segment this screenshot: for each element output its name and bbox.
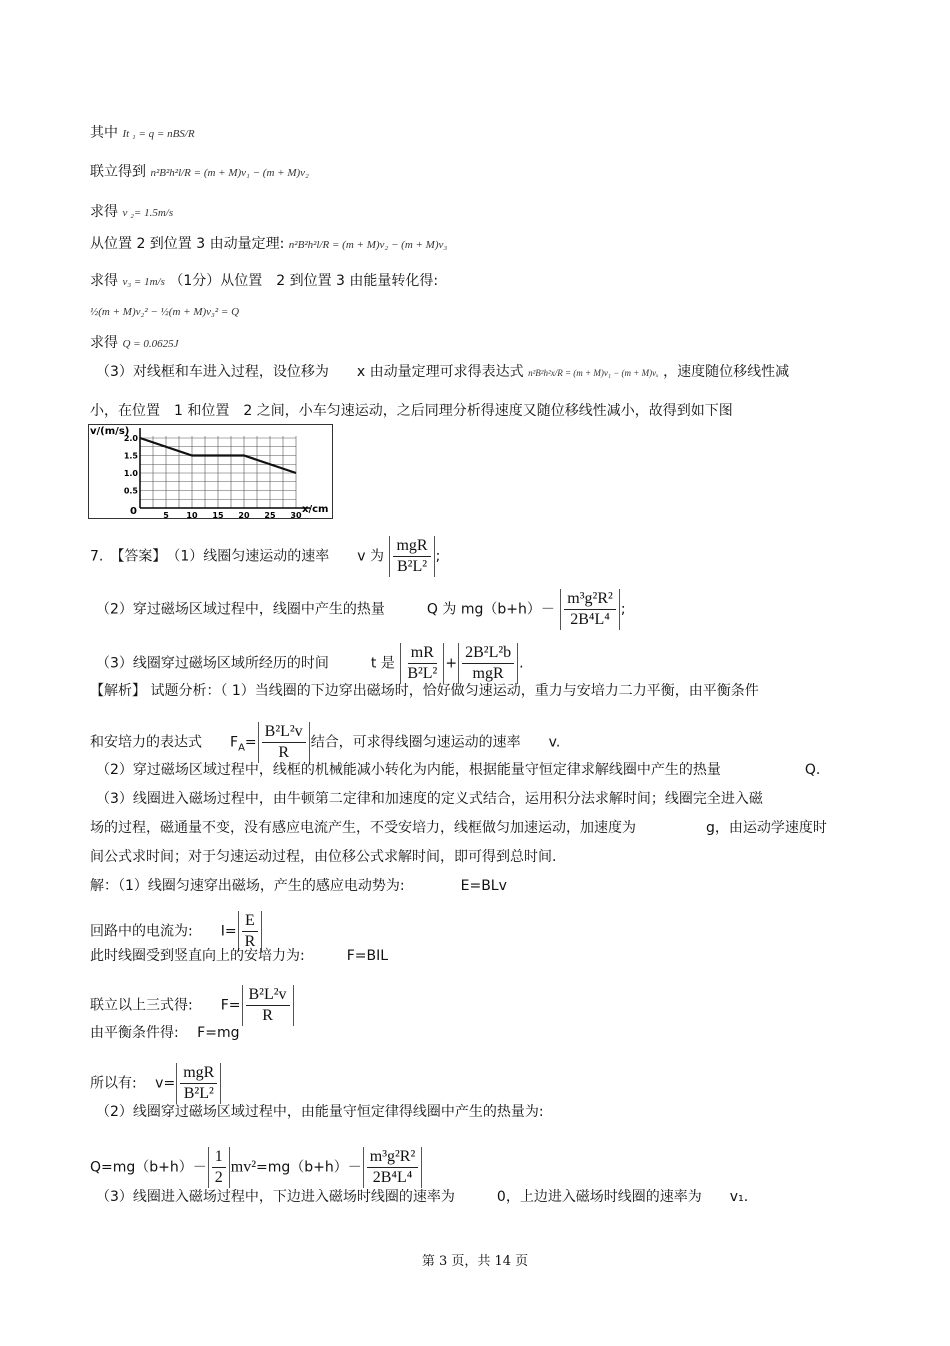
denominator: 2B⁴L⁴ bbox=[570, 611, 610, 628]
line-solution-part2 bbox=[96, 1103, 544, 1121]
text: 联立得到 bbox=[90, 164, 146, 180]
text: + bbox=[445, 655, 458, 672]
line-analysis-2 bbox=[90, 722, 560, 763]
numerator: B²L²v bbox=[262, 722, 306, 743]
line-part3-cont bbox=[90, 402, 733, 420]
text: 和安培力的表达式 F bbox=[90, 734, 239, 751]
line-solution-balance bbox=[90, 1024, 239, 1042]
numerator: 2B²L²b bbox=[462, 643, 514, 664]
line-energy-eq bbox=[90, 302, 239, 321]
text: ; bbox=[620, 601, 626, 618]
text: （2）穿过磁场区域过程中，线框的机械能减小转化为内能，根据能量守恒定律求解线圈中产生的热量 Q. bbox=[96, 762, 821, 778]
denominator: R bbox=[244, 933, 256, 950]
text: （3）对线框和车进入过程，设位移为 x 由动量定理可求得表达式 bbox=[96, 364, 524, 380]
chart-origin-label: 0 bbox=[130, 506, 137, 517]
numerator: mR bbox=[408, 643, 437, 664]
denominator: 2 bbox=[214, 1169, 223, 1186]
line-analysis-4 bbox=[96, 790, 763, 808]
text: 小，在位置 1 和位置 2 之间，小车匀速运动，之后同理分析得速度又随位移线性减小，故得到如下图 bbox=[90, 403, 733, 419]
denominator: R bbox=[278, 744, 289, 761]
equation-image: n²B²h²l/R = (m + M)v₁ − (m + M)v₂ bbox=[150, 167, 309, 179]
line-solution-q bbox=[90, 1147, 423, 1188]
text: 从位置 2 到位置 3 由动量定理: bbox=[90, 236, 285, 252]
equation-image: n²B²h²l/R = (m + M)v₂ − (m + M)v₃ bbox=[288, 239, 448, 251]
text: . bbox=[519, 655, 524, 672]
text: 求得 bbox=[90, 335, 118, 351]
line-analysis-1 bbox=[90, 682, 759, 700]
y-tick-label: 2.0 bbox=[123, 434, 138, 443]
numerator: m³g²R² bbox=[367, 1147, 419, 1168]
text: 此时线圈受到竖直向上的安培力为: F=BIL bbox=[90, 948, 389, 964]
line-qizhong bbox=[90, 124, 195, 143]
page-footer: 第 3 页，共 14 页 bbox=[421, 1254, 529, 1269]
line-solution-combine bbox=[90, 985, 295, 1026]
denominator: B²L² bbox=[396, 558, 428, 575]
text: 由平衡条件得: F=mg bbox=[90, 1025, 240, 1041]
fraction-t1 bbox=[400, 643, 444, 684]
numerator: mgR bbox=[180, 1063, 217, 1084]
velocity-displacement-chart bbox=[88, 424, 334, 520]
fraction-v2 bbox=[176, 1063, 221, 1104]
fraction-fa bbox=[258, 722, 310, 763]
text: （2）穿过磁场区域过程中，线圈中产生的热量 Q 为 mg（b+h）－ bbox=[96, 601, 555, 618]
line-part3-intro bbox=[96, 363, 789, 382]
fraction-t2 bbox=[458, 643, 518, 684]
y-tick-label: 1.0 bbox=[123, 469, 138, 478]
equation-image: v ₂= 1.5m/s bbox=[122, 207, 174, 219]
text: =mg（b+h）－ bbox=[256, 1159, 362, 1176]
fraction-f bbox=[242, 985, 294, 1026]
y-tick-label: 0.5 bbox=[123, 486, 138, 496]
denominator: 2B⁴L⁴ bbox=[372, 1169, 413, 1186]
line-momentum-2-3 bbox=[90, 235, 447, 254]
line-analysis-5 bbox=[90, 819, 827, 837]
equation-image: n²B²h²x/R = (m + M)v₁ − (m + M)vₓ bbox=[528, 368, 659, 378]
text: （3）线圈进入磁场过程中，下边进入磁场时线圈的速率为 0，上边进入磁场时线圈的速率为 v₁. bbox=[96, 1189, 749, 1205]
numerator: E bbox=[242, 911, 258, 932]
x-tick-label: 30 bbox=[290, 511, 302, 520]
x-tick-label: 10 bbox=[186, 511, 198, 520]
denominator: R bbox=[262, 1007, 273, 1024]
subscript: A bbox=[238, 742, 245, 754]
text: ，速度随位移线性减 bbox=[663, 364, 790, 380]
text: （3）线圈穿过磁场区域所经历的时间 t 是 bbox=[96, 655, 395, 672]
text: （3）线圈进入磁场过程中，由牛顿第二定律和加速度的定义式结合，运用积分法求解时间；线圈完全进入磁 bbox=[96, 791, 763, 807]
text: ; bbox=[435, 548, 441, 565]
text: 求得 bbox=[90, 204, 118, 220]
x-tick-label: 20 bbox=[238, 511, 250, 520]
line-solution-part3 bbox=[96, 1188, 748, 1206]
denominator: B²L² bbox=[183, 1085, 214, 1102]
text: （1分）从位置 2 到位置 3 由能量转化得: bbox=[169, 273, 439, 289]
numerator: m³g²R² bbox=[564, 589, 616, 610]
text: 【解析】 试题分析：（ 1）当线圈的下边穿出磁场时，恰好做匀速运动，重力与安培力二力平衡，由平衡条件 bbox=[90, 683, 759, 699]
x-tick-label: 25 bbox=[264, 511, 276, 520]
numerator: B²L²v bbox=[246, 985, 290, 1006]
line-analysis-3 bbox=[96, 761, 820, 779]
text: 求得 bbox=[90, 273, 118, 289]
line-solution-v bbox=[90, 1063, 222, 1104]
y-tick-label: 1.5 bbox=[123, 451, 138, 461]
numerator: 1 bbox=[212, 1147, 226, 1168]
text: 场的过程，磁通量不变，没有感应电流产生，不受安培力，线框做匀加速运动，加速度为 g，由运动学速度时 bbox=[90, 820, 827, 836]
line-qiude-q bbox=[90, 334, 178, 353]
text: 间公式求时间；对于匀速运动过程，由位移公式求解时间，即可得到总时间. bbox=[90, 849, 557, 865]
text: 解：（1）线圈匀速穿出磁场，产生的感应电动势为: E=BLv bbox=[90, 878, 507, 894]
line-solution-1 bbox=[90, 877, 507, 895]
text: mv² bbox=[230, 1158, 257, 1176]
fraction-v bbox=[389, 536, 434, 577]
equation-image: It ₁ = q = nBS/R bbox=[122, 128, 195, 140]
line-solution-force bbox=[90, 947, 388, 965]
line-answer-3 bbox=[96, 643, 524, 684]
equation-image: ½(m + M)v₂² − ½(m + M)v₃² = Q bbox=[90, 306, 240, 318]
fraction-i bbox=[238, 911, 263, 952]
text: Q=mg（b+h）－ bbox=[90, 1159, 207, 1176]
chart-xlabel: x/cm bbox=[302, 504, 329, 515]
equation-image: v₃ = 1m/s bbox=[122, 276, 165, 288]
line-qiude-v2 bbox=[90, 203, 173, 222]
x-tick-label: 15 bbox=[212, 511, 224, 520]
line-lianli bbox=[90, 163, 309, 182]
text: 回路中的电流为: I= bbox=[90, 923, 237, 940]
denominator: B²L² bbox=[407, 665, 438, 682]
text: 其中 bbox=[90, 125, 118, 141]
fraction-q bbox=[560, 589, 620, 630]
numerator: mgR bbox=[393, 536, 430, 557]
line-qiude-v3 bbox=[90, 272, 438, 291]
text: 结合，可求得线圈匀速运动的速率 v. bbox=[310, 734, 561, 751]
text: 联立以上三式得: F= bbox=[90, 997, 241, 1014]
line-analysis-6 bbox=[90, 848, 556, 866]
line-answer-2 bbox=[96, 589, 626, 630]
denominator: mgR bbox=[472, 665, 504, 682]
fraction-half bbox=[208, 1147, 230, 1188]
text: （2）线圈穿过磁场区域过程中，由能量守恒定律得线圈中产生的热量为: bbox=[96, 1104, 544, 1120]
fraction-q2 bbox=[363, 1147, 423, 1188]
text: 7. 【答案】 （1）线圈匀速运动的速率 v 为 bbox=[90, 548, 384, 565]
equation-image: Q = 0.0625J bbox=[122, 338, 179, 350]
text: 所以有: v= bbox=[90, 1075, 176, 1092]
text: = bbox=[244, 734, 257, 751]
chart-ylabel: v/(m/s) bbox=[90, 426, 130, 437]
x-tick-label: 5 bbox=[163, 511, 169, 520]
line-answer-1 bbox=[90, 536, 440, 577]
line-solution-current bbox=[90, 911, 263, 952]
